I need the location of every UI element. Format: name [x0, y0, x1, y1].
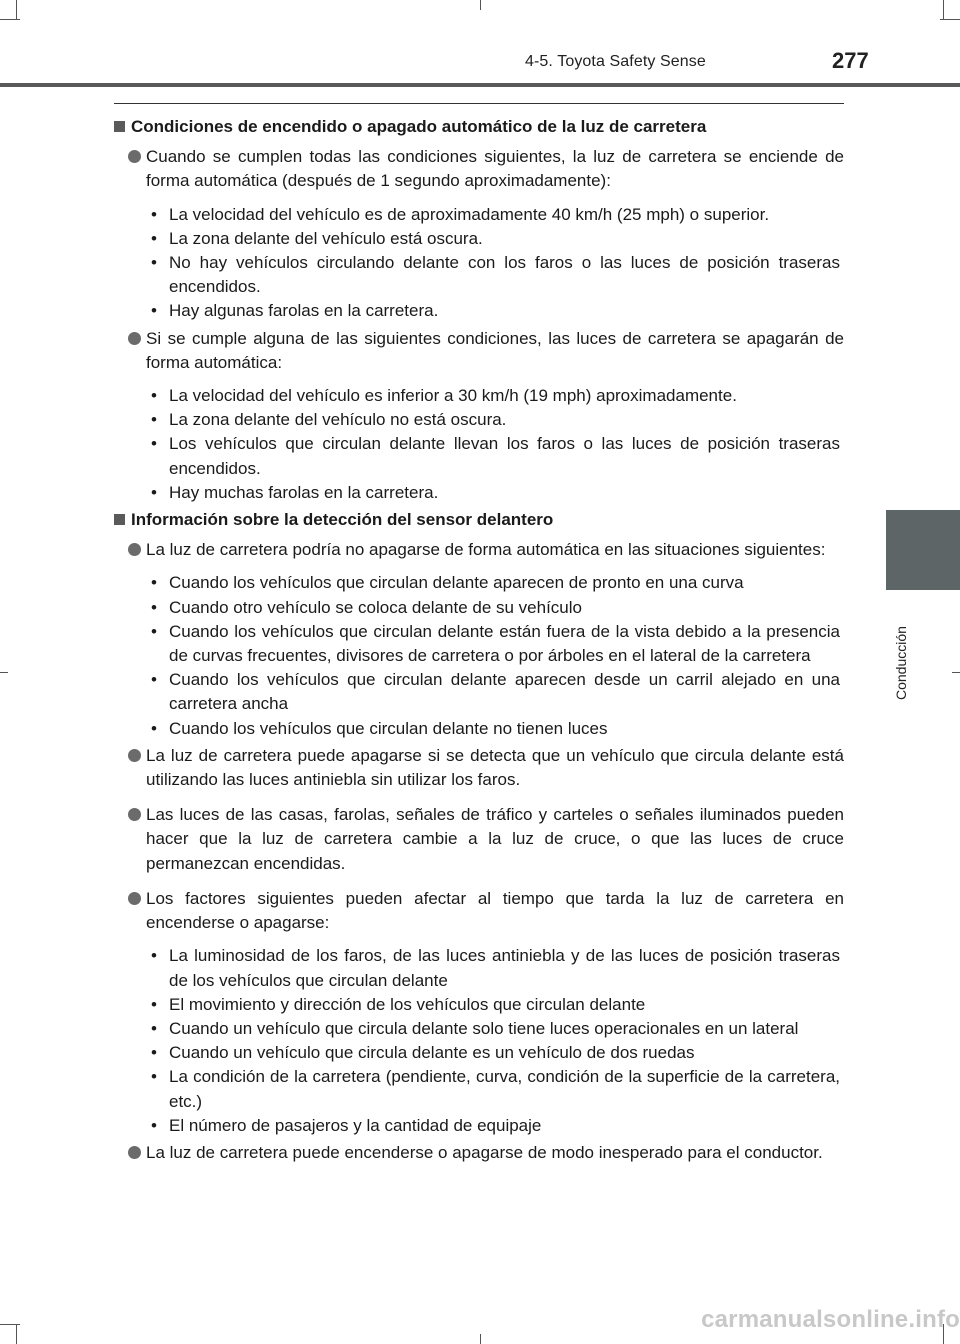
watermark-logo: carmanualsonline.info — [701, 1306, 960, 1333]
small-bullet-icon: • — [151, 434, 157, 454]
chapter-label: Conducción — [893, 626, 909, 700]
list-item — [113, 299, 844, 323]
crop-mark — [480, 0, 481, 10]
small-bullet-icon: • — [151, 994, 157, 1014]
list-item-text: Cuando los vehículos que circulan delante aparecen desde un carril alejado en una carretera ancha — [169, 670, 840, 714]
list-item-text: No hay vehículos circulando delante con los faros o las luces de posición traseras encendidos. — [169, 253, 840, 297]
chapter-number: 4 — [919, 1044, 927, 1060]
list-item — [113, 384, 844, 408]
bullet-point-text: La luz de carretera puede encenderse o apagarse de modo inesperado para el conductor. — [146, 1142, 823, 1162]
list-item-text: La luminosidad de los faros, de las luces antiniebla y de las luces de posición traseras de los vehículos que circulan delante — [169, 946, 840, 990]
bullet-point-text: Cuando se cumplen todas las condiciones siguientes, la luz de carretera se enciende de forma automática (después de 1 segundo aproximadamente): — [146, 147, 844, 191]
content-top-rule — [114, 103, 844, 104]
small-bullet-icon: • — [151, 670, 157, 690]
small-bullet-icon: • — [151, 253, 157, 273]
list-item — [113, 1065, 844, 1113]
page-number: 277 — [832, 48, 869, 73]
list-item — [113, 571, 844, 595]
small-bullet-icon: • — [151, 410, 157, 430]
bullet-point — [113, 744, 844, 792]
small-bullet-icon: • — [151, 228, 157, 248]
list-item — [113, 1017, 844, 1041]
bullet-point-text: La luz de carretera podría no apagarse de forma automática en las situaciones siguientes: — [146, 540, 826, 560]
small-bullet-icon: • — [151, 1043, 157, 1063]
small-bullet-icon: • — [151, 573, 157, 593]
list-item-text: El número de pasajeros y la cantidad de equipaje — [169, 1115, 542, 1135]
list-item — [113, 251, 844, 299]
sub-list — [113, 384, 844, 505]
list-item-text: Cuando los vehículos que circulan delante no tienen luces — [169, 718, 608, 738]
list-item — [113, 993, 844, 1017]
bullet-point — [113, 887, 844, 935]
section-heading — [113, 115, 844, 139]
round-bullet-icon — [128, 749, 141, 762]
round-bullet-icon — [128, 543, 141, 556]
square-bullet-icon — [114, 514, 125, 525]
small-bullet-icon: • — [151, 301, 157, 321]
small-bullet-icon: • — [151, 946, 157, 966]
bullet-point — [113, 327, 844, 375]
round-bullet-icon — [128, 150, 141, 163]
bullet-point-text: Si se cumple alguna de las siguientes condiciones, las luces de carretera se apagarán de forma automática: — [146, 328, 844, 372]
crop-mark — [943, 0, 944, 20]
crop-mark — [940, 19, 960, 20]
list-item — [113, 944, 844, 992]
list-item — [113, 408, 844, 432]
bullet-point-text: Las luces de las casas, farolas, señales de tráfico y carteles o señales iluminados pueden hacer que la luz de carretera cambie a la luz de cruce, o que las luces de cruce permanezcan encendidas. — [146, 805, 844, 873]
list-item-text: La velocidad del vehículo es inferior a 30 km/h (19 mph) aproximadamente. — [169, 386, 737, 406]
crop-mark — [16, 1324, 17, 1344]
list-item-text: Cuando un vehículo que circula delante solo tiene luces operacionales en un lateral — [169, 1018, 799, 1038]
list-item-text: La zona delante del vehículo no está oscura. — [169, 410, 507, 430]
page-content — [113, 115, 844, 1176]
list-item-text: El movimiento y dirección de los vehículos que circulan delante — [169, 994, 646, 1014]
list-item — [113, 432, 844, 480]
list-item — [113, 668, 844, 716]
list-item — [113, 1041, 844, 1065]
small-bullet-icon: • — [151, 597, 157, 617]
bullet-point — [113, 538, 844, 562]
crop-mark — [16, 0, 17, 20]
list-item — [113, 203, 844, 227]
round-bullet-icon — [128, 892, 141, 905]
sub-list — [113, 944, 844, 1138]
list-item-text: La zona delante del vehículo está oscura. — [169, 228, 483, 248]
list-item — [113, 717, 844, 741]
list-item — [113, 1114, 844, 1138]
header-rule — [0, 83, 960, 87]
crop-mark — [0, 672, 8, 673]
small-bullet-icon: • — [151, 1067, 157, 1087]
sub-list — [113, 571, 844, 740]
list-item-text: Cuando un vehículo que circula delante es un vehículo de dos ruedas — [169, 1043, 695, 1063]
small-bullet-icon: • — [151, 1115, 157, 1135]
bullet-point — [113, 1141, 844, 1165]
header-section-title: 4-5. Toyota Safety Sense — [525, 53, 706, 70]
crop-mark — [480, 1334, 481, 1344]
bullet-point — [113, 803, 844, 876]
small-bullet-icon: • — [151, 718, 157, 738]
round-bullet-icon — [128, 1146, 141, 1159]
round-bullet-icon — [128, 332, 141, 345]
bullet-point-text: Los factores siguientes pueden afectar al tiempo que tarda la luz de carretera en encenderse o apagarse: — [146, 888, 844, 933]
crop-mark — [952, 672, 960, 673]
list-item-text: Cuando otro vehículo se coloca delante de su vehículo — [169, 597, 582, 617]
sub-list — [113, 203, 844, 324]
section-heading — [113, 508, 844, 532]
crop-mark — [0, 19, 20, 20]
bullet-point-text: La luz de carretera puede apagarse si se detecta que un vehículo que circula delante está utilizando las luces antiniebla sin utilizar los faros. — [146, 745, 844, 790]
crop-mark — [0, 1324, 20, 1325]
small-bullet-icon: • — [151, 1018, 157, 1038]
list-item — [113, 596, 844, 620]
list-item — [113, 481, 844, 505]
bullet-point — [113, 145, 844, 193]
section-heading-text: Información sobre la detección del sensor delantero — [131, 510, 554, 530]
list-item-text: Cuando los vehículos que circulan delante aparecen de pronto en una curva — [169, 573, 744, 593]
list-item-text: Hay muchas farolas en la carretera. — [169, 482, 439, 502]
small-bullet-icon: • — [151, 482, 157, 502]
list-item-text: Hay algunas farolas en la carretera. — [169, 301, 439, 321]
list-item-text: Cuando los vehículos que circulan delante están fuera de la vista debido a la presencia de curvas frecuentes, divisores de carretera o por árboles en el lateral de la carretera — [169, 621, 840, 666]
small-bullet-icon: • — [151, 204, 157, 224]
small-bullet-icon: • — [151, 621, 157, 641]
square-bullet-icon — [114, 121, 125, 132]
list-item-text: Los vehículos que circulan delante llevan los faros o las luces de posición traseras encendidos. — [169, 434, 840, 478]
list-item — [113, 620, 844, 668]
round-bullet-icon — [128, 808, 141, 821]
list-item — [113, 227, 844, 251]
list-item-text: La velocidad del vehículo es de aproximadamente 40 km/h (25 mph) o superior. — [169, 204, 770, 224]
section-heading-text: Condiciones de encendido o apagado automático de la luz de carretera — [131, 117, 707, 136]
list-item-text: La condición de la carretera (pendiente, curva, condición de la superficie de la carretera, etc.) — [169, 1067, 840, 1111]
small-bullet-icon: • — [151, 386, 157, 406]
